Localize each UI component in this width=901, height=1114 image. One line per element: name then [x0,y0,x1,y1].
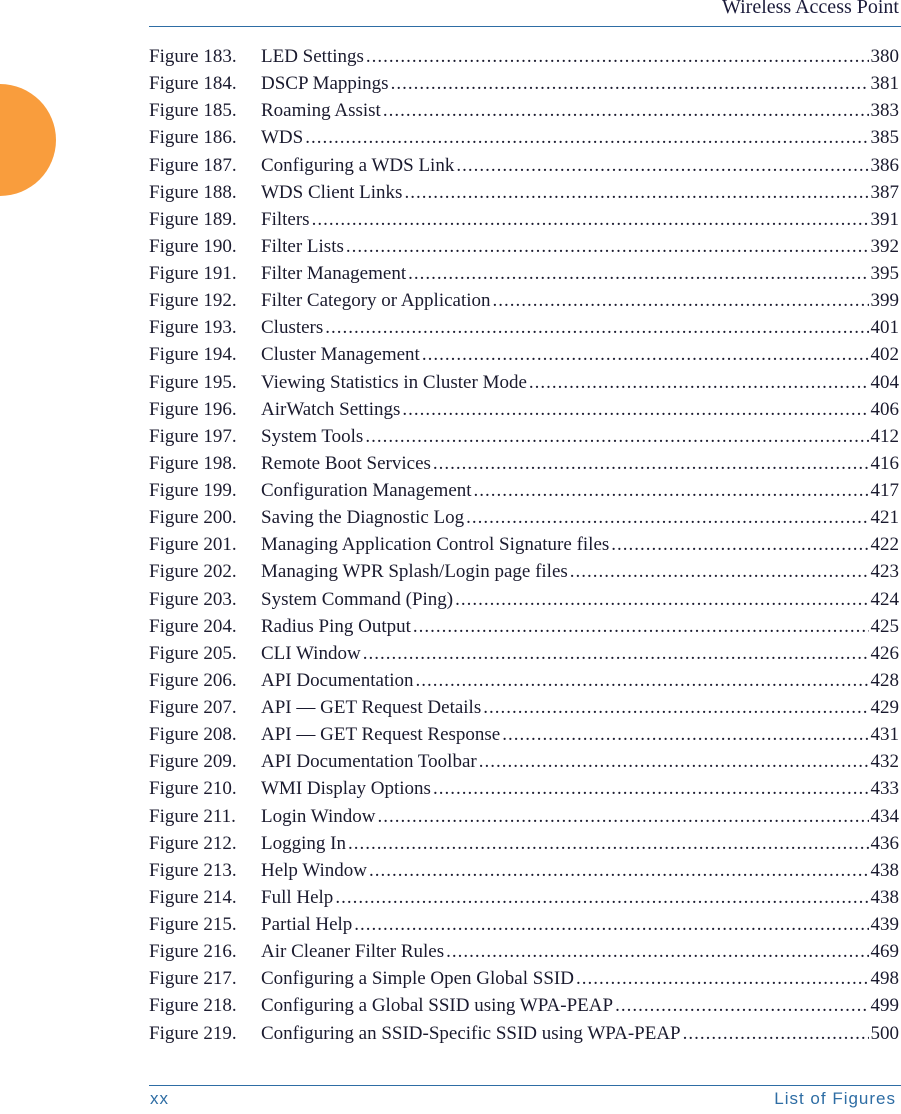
figure-number: Figure 212. [149,832,237,854]
figure-page-number: 422 [870,534,899,556]
figure-number: Figure 204. [149,615,237,637]
dot-leader [312,206,869,233]
figure-title: Managing Application Control Signature files [261,534,610,556]
chapter-tab-marker [0,84,56,196]
figure-page-number: 404 [870,371,899,393]
figure-number: Figure 206. [149,669,237,691]
figure-title: Configuring an SSID-Specific SSID using WPA-PEAP [261,1022,681,1044]
dot-leader [325,314,868,341]
toc-entry[interactable] [149,504,899,531]
dot-leader [377,803,868,830]
figure-number: Figure 218. [149,995,237,1017]
dot-leader [502,721,868,748]
figure-title: System Command (Ping) [261,588,454,610]
dot-leader [391,70,869,97]
figure-title: Roaming Assist [261,100,381,122]
dot-leader [493,287,869,314]
header-rule [149,26,901,27]
figure-page-number: 416 [870,452,899,474]
dot-leader [366,43,869,70]
figure-page-number: 387 [870,181,899,203]
figure-number: Figure 211. [149,805,236,827]
dot-leader [404,179,868,206]
toc-entry[interactable] [149,613,899,640]
toc-entry[interactable] [149,450,899,477]
figure-page-number: 391 [870,208,899,230]
figure-number: Figure 215. [149,914,237,935]
figure-number: Figure 213. [149,859,237,881]
figure-title: WMI Display Options [261,778,431,800]
figure-number: Figure 208. [149,724,237,746]
figure-title: Cluster Management [261,344,420,366]
dot-leader [483,694,868,721]
toc-entry[interactable] [149,43,899,70]
figure-number: Figure 192. [149,290,237,312]
figure-page-number: 434 [870,805,899,827]
toc-entry[interactable] [149,260,899,287]
toc-entry[interactable] [149,857,899,884]
figure-page-number: 380 [870,46,899,67]
figure-number: Figure 185. [149,100,237,122]
toc-entry[interactable] [149,369,899,396]
figure-page-number: 401 [870,317,899,339]
figure-number: Figure 205. [149,642,237,664]
figure-number: Figure 199. [149,480,237,501]
dot-leader [479,748,869,775]
figure-number: Figure 195. [149,371,237,393]
figure-title: Help Window [261,859,368,881]
dot-leader [529,369,869,396]
figure-number: Figure 202. [149,561,237,583]
toc-entry[interactable] [149,938,899,965]
figure-page-number: 385 [870,127,899,149]
figure-number: Figure 200. [149,507,237,529]
toc-entry[interactable] [149,70,899,97]
figure-title: Filter Category or Application [261,290,491,312]
figure-page-number: 412 [870,425,899,447]
dot-leader [402,396,868,423]
figure-number: Figure 196. [149,398,237,420]
dot-leader [570,558,869,585]
toc-entry[interactable] [149,830,899,857]
toc-entry[interactable] [149,911,899,938]
figure-page-number: 432 [870,751,899,773]
figure-page-number: 406 [870,398,899,420]
figure-page-number: 469 [870,941,899,963]
figure-number: Figure 197. [149,425,237,447]
figure-number: Figure 209. [149,751,237,773]
figure-title: API — GET Request Details [261,697,482,718]
toc-entry[interactable] [149,233,899,260]
dot-leader [576,965,869,992]
toc-entry[interactable] [149,667,899,694]
toc-entry[interactable] [149,97,899,124]
figure-page-number: 395 [870,263,899,284]
figure-number: Figure 189. [149,208,237,230]
figure-number: Figure 216. [149,941,237,963]
dot-leader [455,586,868,613]
footer-rule [149,1085,901,1086]
figure-number: Figure 198. [149,452,237,474]
dot-leader [416,667,869,694]
toc-entry[interactable] [149,179,899,206]
dot-leader [335,884,868,911]
figure-page-number: 436 [870,832,899,854]
figure-title: API Documentation Toolbar [261,751,477,773]
dot-leader [363,640,869,667]
figure-page-number: 426 [870,642,899,664]
list-of-figures [149,43,899,1047]
figure-number: Figure 201. [149,534,237,556]
figure-title: Air Cleaner Filter Rules [261,941,445,963]
figure-title: CLI Window [261,642,361,664]
dot-leader [615,992,868,1019]
figure-number: Figure 188. [149,181,237,203]
toc-entry[interactable] [149,721,899,748]
footer-section-title: List of Figures [774,1089,896,1108]
dot-leader [369,857,868,884]
running-header-title: Wireless Access Point [722,0,899,18]
dot-leader [683,1020,869,1047]
figure-title: API Documentation [261,669,414,691]
figure-page-number: 438 [870,886,899,908]
toc-entry[interactable] [149,965,899,992]
figure-page-number: 423 [870,561,899,583]
figure-title: Filter Management [261,263,407,284]
figure-page-number: 383 [870,100,899,122]
figure-title: Logging In [261,832,346,854]
dot-leader [446,938,868,965]
toc-entry[interactable] [149,423,899,450]
figure-number: Figure 203. [149,588,237,610]
dot-leader [348,830,869,857]
figure-title: WDS Client Links [261,181,403,203]
toc-entry[interactable] [149,477,899,504]
figure-number: Figure 184. [149,73,237,95]
figure-page-number: 381 [870,73,899,95]
figure-title: Configuring a Simple Open Global SSID [261,968,574,990]
figure-number: Figure 183. [149,46,237,67]
toc-entry[interactable] [149,775,899,802]
dot-leader [354,911,868,938]
figure-page-number: 386 [870,154,899,176]
dot-leader [474,477,869,504]
dot-leader [305,124,868,151]
figure-page-number: 428 [870,669,899,691]
toc-entry[interactable] [149,558,899,585]
toc-entry[interactable] [149,396,899,423]
toc-entry[interactable] [149,992,899,1019]
figure-page-number: 402 [870,344,899,366]
figure-page-number: 431 [870,724,899,746]
figure-number: Figure 194. [149,344,237,366]
footer-page-number: xx [150,1089,169,1108]
figure-page-number: 425 [870,615,899,637]
dot-leader [433,775,869,802]
figure-title: System Tools [261,425,364,447]
figure-number: Figure 191. [149,263,237,284]
toc-entry[interactable] [149,124,899,151]
toc-entry[interactable] [149,206,899,233]
toc-entry[interactable] [149,748,899,775]
toc-entry[interactable] [149,586,899,613]
dot-leader [413,613,869,640]
figure-title: LED Settings [261,46,364,67]
dot-leader [383,97,869,124]
toc-entry[interactable] [149,531,899,558]
dot-leader [456,152,868,179]
figure-page-number: 498 [870,968,899,990]
figure-title: Viewing Statistics in Cluster Mode [261,371,527,393]
toc-entry[interactable] [149,341,899,368]
dot-leader [611,531,868,558]
figure-title: Partial Help [261,914,353,935]
figure-page-number: 399 [870,290,899,312]
figure-page-number: 429 [870,697,899,718]
figure-number: Figure 193. [149,317,237,339]
figure-title: Saving the Diagnostic Log [261,507,465,529]
figure-title: Configuring a WDS Link [261,154,455,176]
figure-title: API — GET Request Response [261,724,501,746]
figure-title: Login Window [261,805,376,827]
figure-number: Figure 214. [149,886,237,908]
figure-title: Radius Ping Output [261,615,411,637]
toc-entry[interactable] [149,640,899,667]
dot-leader [346,233,869,260]
figure-page-number: 392 [870,235,899,257]
figure-title: WDS [261,127,304,149]
figure-page-number: 433 [870,778,899,800]
dot-leader [422,341,869,368]
figure-page-number: 499 [870,995,899,1017]
toc-entry[interactable] [149,803,899,830]
figure-page-number: 438 [870,859,899,881]
figure-page-number: 421 [870,507,899,529]
figure-title: Remote Boot Services [261,452,431,474]
figure-title: AirWatch Settings [261,398,401,420]
figure-page-number: 424 [870,588,899,610]
toc-entry[interactable] [149,152,899,179]
figure-number: Figure 207. [149,697,237,718]
toc-entry[interactable] [149,1020,899,1047]
figure-number: Figure 210. [149,778,237,800]
figure-number: Figure 217. [149,968,237,990]
figure-number: Figure 187. [149,154,237,176]
figure-number: Figure 219. [149,1022,237,1044]
figure-title: Managing WPR Splash/Login page files [261,561,568,583]
dot-leader [433,450,869,477]
figure-number: Figure 190. [149,235,237,257]
dot-leader [408,260,868,287]
figure-title: Filter Lists [261,235,344,257]
dot-leader [466,504,868,531]
figure-title: DSCP Mappings [261,73,389,95]
toc-entry[interactable] [149,287,899,314]
toc-entry[interactable] [149,314,899,341]
figure-title: Filters [261,208,310,230]
figure-title: Configuring a Global SSID using WPA-PEAP [261,995,614,1017]
toc-entry[interactable] [149,884,899,911]
figure-page-number: 417 [870,480,899,501]
figure-page-number: 439 [870,914,899,935]
figure-title: Clusters [261,317,324,339]
dot-leader [365,423,868,450]
figure-number: Figure 186. [149,127,237,149]
toc-entry[interactable] [149,694,899,721]
figure-title: Full Help [261,886,334,908]
figure-title: Configuration Management [261,480,472,501]
figure-page-number: 500 [870,1022,899,1044]
